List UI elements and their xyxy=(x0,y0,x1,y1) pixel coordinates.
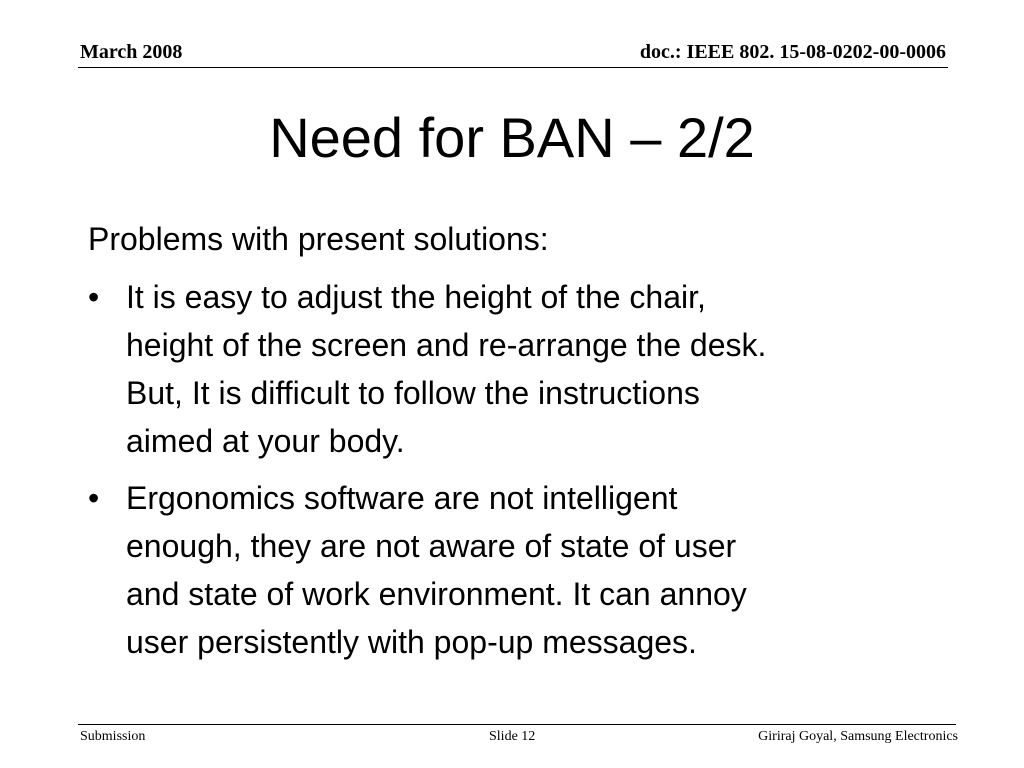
footer-author: Giriraj Goyal, Samsung Electronics xyxy=(758,729,958,744)
bullet-item xyxy=(88,273,968,465)
bullet-marker: • xyxy=(88,279,100,315)
bullet-item xyxy=(88,474,968,666)
slide-title: Need for BAN – 2/2 xyxy=(269,106,755,169)
bullet-text-line: Ergonomics software are not intelligent xyxy=(126,480,678,516)
header-divider xyxy=(78,67,948,68)
slide-body xyxy=(88,215,968,675)
header-doc-id: doc.: IEEE 802. 15-08-0202-00-0006 xyxy=(639,41,946,63)
bullet-marker: • xyxy=(88,480,100,516)
bullet-text-line: enough, they are not aware of state of user xyxy=(126,528,737,564)
bullet-text-line: height of the screen and re-arrange the desk. xyxy=(126,327,767,363)
intro-text: Problems with present solutions: xyxy=(88,221,549,257)
bullet-text-line: aimed at your body. xyxy=(126,423,405,459)
header-date: March 2008 xyxy=(80,41,183,63)
footer-slide-number: Slide 12 xyxy=(489,729,536,744)
bullet-text-line: user persistently with pop-up messages. xyxy=(126,624,697,660)
bullet-text-line: But, It is difficult to follow the instructions xyxy=(126,375,700,411)
footer-divider xyxy=(78,724,956,725)
footer-submission: Submission xyxy=(80,729,146,744)
bullet-text-line: and state of work environment. It can annoy xyxy=(126,576,747,612)
bullet-text-line: It is easy to adjust the height of the chair, xyxy=(126,279,706,315)
